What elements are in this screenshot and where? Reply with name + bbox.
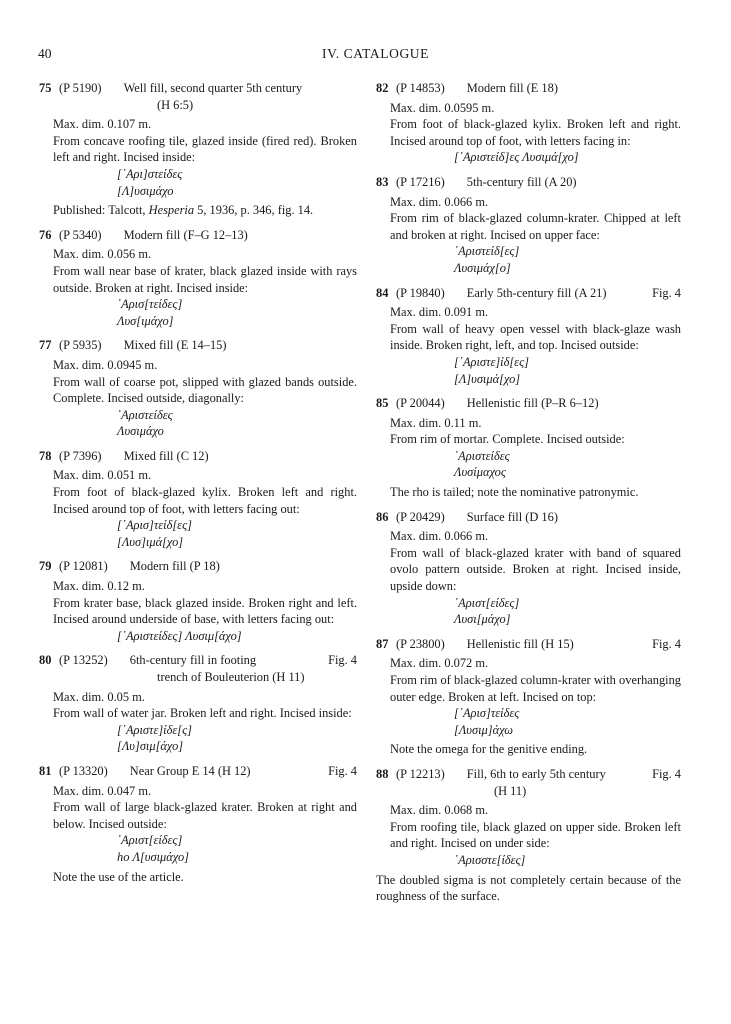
entry-heading bbox=[39, 80, 357, 113]
description: From rim of black-glazed column-krater with overhanging outer edge. Broken at left. Incised on top: bbox=[390, 673, 681, 704]
find-context: Mixed fill (C 12) bbox=[123, 448, 209, 463]
entry-number: 86 bbox=[376, 509, 389, 524]
inscription-line: [Λ]υσιμά[χο] bbox=[454, 371, 521, 386]
entry-heading bbox=[39, 652, 357, 685]
inscription-line: ᾿Αριστ[είδες] bbox=[454, 595, 520, 610]
entry-body bbox=[376, 802, 681, 868]
catalogue-entry bbox=[376, 395, 681, 501]
right-column bbox=[376, 80, 681, 913]
entry-body bbox=[376, 194, 681, 277]
inscription-line: Λυσίμαχος bbox=[454, 465, 506, 480]
inventory-number: (P 17216) bbox=[396, 174, 445, 189]
entry-number: 83 bbox=[376, 174, 389, 189]
entry-heading bbox=[376, 285, 681, 302]
entry-note: The doubled sigma is not completely certain because of the roughness of the surface. bbox=[376, 872, 681, 904]
entry-heading bbox=[376, 509, 681, 526]
inscription-line: [᾿Αριστε]ίδ[ες] bbox=[454, 354, 529, 369]
description: From roofing tile, black glazed on upper side. Broken left and right. Incised on under side: bbox=[390, 819, 681, 851]
max-dimension: Max. dim. 0.056 m. bbox=[53, 247, 152, 262]
find-context: Mixed fill (E 14–15) bbox=[123, 338, 227, 353]
entry-heading bbox=[376, 636, 681, 653]
inventory-number: (P 7396) bbox=[59, 448, 102, 463]
description: From rim of black-glazed column-krater. Chipped at left and broken at right. Incised on upper face: bbox=[390, 211, 681, 242]
find-context: Early 5th-century fill (A 21) bbox=[466, 285, 607, 300]
description: From concave roofing tile, glazed inside (fired red). Broken left and right. Incised inside: bbox=[53, 133, 357, 165]
find-context: Modern fill (F–G 12–13) bbox=[123, 227, 248, 242]
entry-note: Note the use of the article. bbox=[53, 869, 184, 884]
inscription-line: ho Λ[υσιμάχο] bbox=[117, 849, 189, 864]
entry-heading bbox=[376, 395, 681, 412]
inventory-number: (P 12213) bbox=[396, 766, 445, 781]
entry-heading bbox=[39, 558, 357, 575]
inscription-line: [᾿Αριστείδες] Λυσιμ[άχο] bbox=[117, 628, 242, 643]
find-context: 6th-century fill in footing bbox=[129, 653, 257, 668]
page-number: 40 bbox=[38, 46, 52, 61]
catalogue-entry bbox=[39, 558, 357, 644]
inscription-line: [᾿Αρισ]τείδες bbox=[454, 706, 520, 721]
entry-heading bbox=[376, 766, 681, 799]
entry-number: 80 bbox=[39, 653, 52, 668]
inscription-line: [Λ]υσιμάχο bbox=[117, 183, 174, 198]
entry-body bbox=[39, 578, 357, 644]
find-context: Hellenistic fill (H 15) bbox=[466, 636, 574, 651]
description: From wall of heavy open vessel with black-glaze wash inside. Broken right, left, and top. Incised outside: bbox=[390, 321, 681, 353]
max-dimension: Max. dim. 0.11 m. bbox=[390, 415, 482, 430]
catalogue-entry bbox=[39, 448, 357, 551]
entry-note: The rho is tailed; note the nominative patronymic. bbox=[390, 485, 639, 500]
description: From foot of black-glazed kylix. Broken left and right. Incised around top of foot, with letters facing in: bbox=[390, 117, 681, 148]
inventory-number: (P 14853) bbox=[396, 81, 445, 95]
description: From wall near base of krater, black glazed inside with rays outside. Broken at right. Incised inside: bbox=[53, 263, 357, 295]
catalogue-entry bbox=[39, 652, 357, 755]
running-head: IV. CATALOGUE bbox=[322, 46, 429, 61]
inscription-line: ᾿Αρισ[τείδες] bbox=[117, 297, 183, 312]
catalogue-entry bbox=[376, 636, 681, 758]
entry-note: Note the omega for the genitive ending. bbox=[390, 742, 588, 757]
max-dimension: Max. dim. 0.12 m. bbox=[53, 579, 145, 594]
publication-details: 5, 1936, p. 346, fig. 14. bbox=[194, 203, 314, 218]
entry-number: 75 bbox=[39, 81, 52, 95]
description: From rim of mortar. Complete. Incised outside: bbox=[390, 432, 625, 447]
max-dimension: Max. dim. 0.0945 m. bbox=[53, 357, 158, 372]
entry-number: 82 bbox=[376, 81, 389, 95]
find-context: Well fill, second quarter 5th century bbox=[123, 81, 303, 95]
inventory-number: (P 19840) bbox=[396, 285, 445, 300]
find-context: 5th-century fill (A 20) bbox=[466, 174, 577, 189]
inscription-line: ᾿Αριστείδ[ες] bbox=[454, 244, 520, 259]
inventory-number: (P 13252) bbox=[59, 653, 108, 668]
inscription-line: Λυσιμάχο bbox=[117, 424, 164, 439]
figure-reference: Fig. 4 bbox=[652, 636, 681, 651]
catalogue-entry bbox=[39, 80, 357, 219]
find-context-continued: trench of Bouleuterion (H 11) bbox=[157, 670, 305, 684]
inscription-line: Λυσιμάχ[ο] bbox=[454, 260, 511, 275]
inventory-number: (P 5190) bbox=[59, 81, 102, 95]
entry-number: 78 bbox=[39, 448, 52, 463]
description: From wall of large black-glazed krater. Broken at right and below. Incised outside: bbox=[53, 800, 357, 831]
catalogue-entry bbox=[376, 285, 681, 388]
inscription-line: Λυσ[ιμάχο] bbox=[117, 313, 174, 328]
publication-reference bbox=[53, 202, 357, 219]
entry-body bbox=[376, 100, 681, 166]
inscription-line: [᾿Αρισ]τείδ[ες] bbox=[117, 518, 192, 533]
find-context: Modern fill (P 18) bbox=[129, 559, 220, 574]
entry-body bbox=[39, 689, 357, 755]
find-context-continued: (H 6:5) bbox=[157, 97, 194, 112]
find-context-continued: (H 11) bbox=[494, 783, 527, 798]
figure-reference: Fig. 4 bbox=[652, 766, 681, 781]
journal-title: Hesperia bbox=[148, 203, 195, 218]
entry-number: 76 bbox=[39, 227, 52, 242]
catalogue-entry bbox=[376, 80, 681, 166]
inventory-number: (P 13320) bbox=[59, 763, 108, 778]
entry-number: 79 bbox=[39, 559, 52, 574]
entry-body bbox=[39, 116, 357, 199]
entry-body bbox=[39, 246, 357, 329]
inscription-line: [Λυσιμ]άχω bbox=[454, 722, 514, 737]
find-context: Near Group E 14 (H 12) bbox=[129, 763, 251, 778]
entry-number: 81 bbox=[39, 763, 52, 778]
entry-body bbox=[376, 528, 681, 628]
inscription-line: [᾿Αριστείδ]ες Λυσιμά[χο] bbox=[454, 150, 579, 165]
inventory-number: (P 5935) bbox=[59, 338, 102, 353]
catalogue-entry bbox=[39, 337, 357, 440]
max-dimension: Max. dim. 0.047 m. bbox=[53, 783, 152, 798]
entry-body bbox=[39, 357, 357, 440]
find-context: Surface fill (D 16) bbox=[466, 509, 558, 524]
entry-number: 84 bbox=[376, 285, 389, 300]
catalogue-entry bbox=[376, 509, 681, 628]
max-dimension: Max. dim. 0.066 m. bbox=[390, 529, 489, 544]
catalogue-entry bbox=[376, 766, 681, 905]
entry-heading bbox=[376, 80, 681, 97]
inventory-number: (P 20429) bbox=[396, 509, 445, 524]
max-dimension: Max. dim. 0.091 m. bbox=[390, 305, 489, 320]
entry-number: 85 bbox=[376, 396, 389, 411]
description: From wall of water jar. Broken left and right. Incised inside: bbox=[53, 706, 352, 721]
find-context: Modern fill (E 18) bbox=[466, 81, 558, 95]
inscription-line: ᾿Αριστείδες bbox=[454, 448, 510, 463]
entry-number: 87 bbox=[376, 636, 389, 651]
figure-reference: Fig. 4 bbox=[652, 285, 681, 300]
inventory-number: (P 12081) bbox=[59, 559, 108, 574]
inscription-line: [᾿Αριστε]ίδε[ς] bbox=[117, 722, 192, 737]
entry-number: 77 bbox=[39, 338, 52, 353]
max-dimension: Max. dim. 0.05 m. bbox=[53, 689, 145, 704]
max-dimension: Max. dim. 0.107 m. bbox=[53, 117, 152, 132]
entry-heading bbox=[39, 448, 357, 465]
description: From krater base, black glazed inside. Broken right and left. Incised around underside of base, with letters facing out: bbox=[53, 595, 357, 627]
figure-reference: Fig. 4 bbox=[328, 763, 357, 778]
entry-heading bbox=[39, 227, 357, 244]
inscription-line: [Λυ]σιμ[άχο] bbox=[117, 739, 184, 754]
entry-heading bbox=[39, 337, 357, 354]
entry-heading bbox=[376, 174, 681, 191]
max-dimension: Max. dim. 0.072 m. bbox=[390, 656, 489, 671]
inscription-line: [᾿Αρι]στείδες bbox=[117, 166, 183, 181]
entry-body bbox=[376, 655, 681, 738]
max-dimension: Max. dim. 0.051 m. bbox=[53, 468, 152, 483]
publication-prefix: Published: Talcott, bbox=[53, 203, 149, 218]
inscription-line: ᾿Αρισστε[ίδες] bbox=[454, 852, 526, 867]
inventory-number: (P 5340) bbox=[59, 227, 102, 242]
entry-body bbox=[376, 304, 681, 387]
max-dimension: Max. dim. 0.066 m. bbox=[390, 194, 489, 209]
description: From wall of coarse pot, slipped with glazed bands outside. Complete. Incised outside, diagonally: bbox=[53, 374, 357, 406]
inventory-number: (P 23800) bbox=[396, 636, 445, 651]
catalogue-entry bbox=[376, 174, 681, 277]
inscription-line: ᾿Αριστείδες bbox=[117, 407, 173, 422]
figure-reference: Fig. 4 bbox=[328, 653, 357, 668]
catalogue-entry bbox=[39, 227, 357, 330]
entry-body bbox=[39, 467, 357, 550]
inscription-line: Λυσι[μάχο] bbox=[454, 612, 511, 627]
max-dimension: Max. dim. 0.0595 m. bbox=[390, 100, 495, 115]
find-context: Hellenistic fill (P–R 6–12) bbox=[466, 396, 599, 411]
entry-body bbox=[376, 415, 681, 481]
entry-number: 88 bbox=[376, 766, 389, 781]
find-context: Fill, 6th to early 5th century bbox=[466, 766, 606, 781]
inventory-number: (P 20044) bbox=[396, 396, 445, 411]
max-dimension: Max. dim. 0.068 m. bbox=[390, 803, 489, 818]
catalogue-entry bbox=[39, 763, 357, 885]
inscription-line: [Λυσ]ιμά[χο] bbox=[117, 534, 184, 549]
description: From foot of black-glazed kylix. Broken left and right. Incised around top of foot, with letters facing out: bbox=[53, 485, 357, 516]
inscription-line: ᾿Αριστ[είδες] bbox=[117, 833, 183, 848]
left-column bbox=[39, 80, 357, 893]
description: From wall of black-glazed krater with band of squared ovolo pattern outside. Broken at right. Incised inside, upside down: bbox=[390, 545, 681, 594]
entry-body bbox=[39, 783, 357, 866]
entry-heading bbox=[39, 763, 357, 780]
